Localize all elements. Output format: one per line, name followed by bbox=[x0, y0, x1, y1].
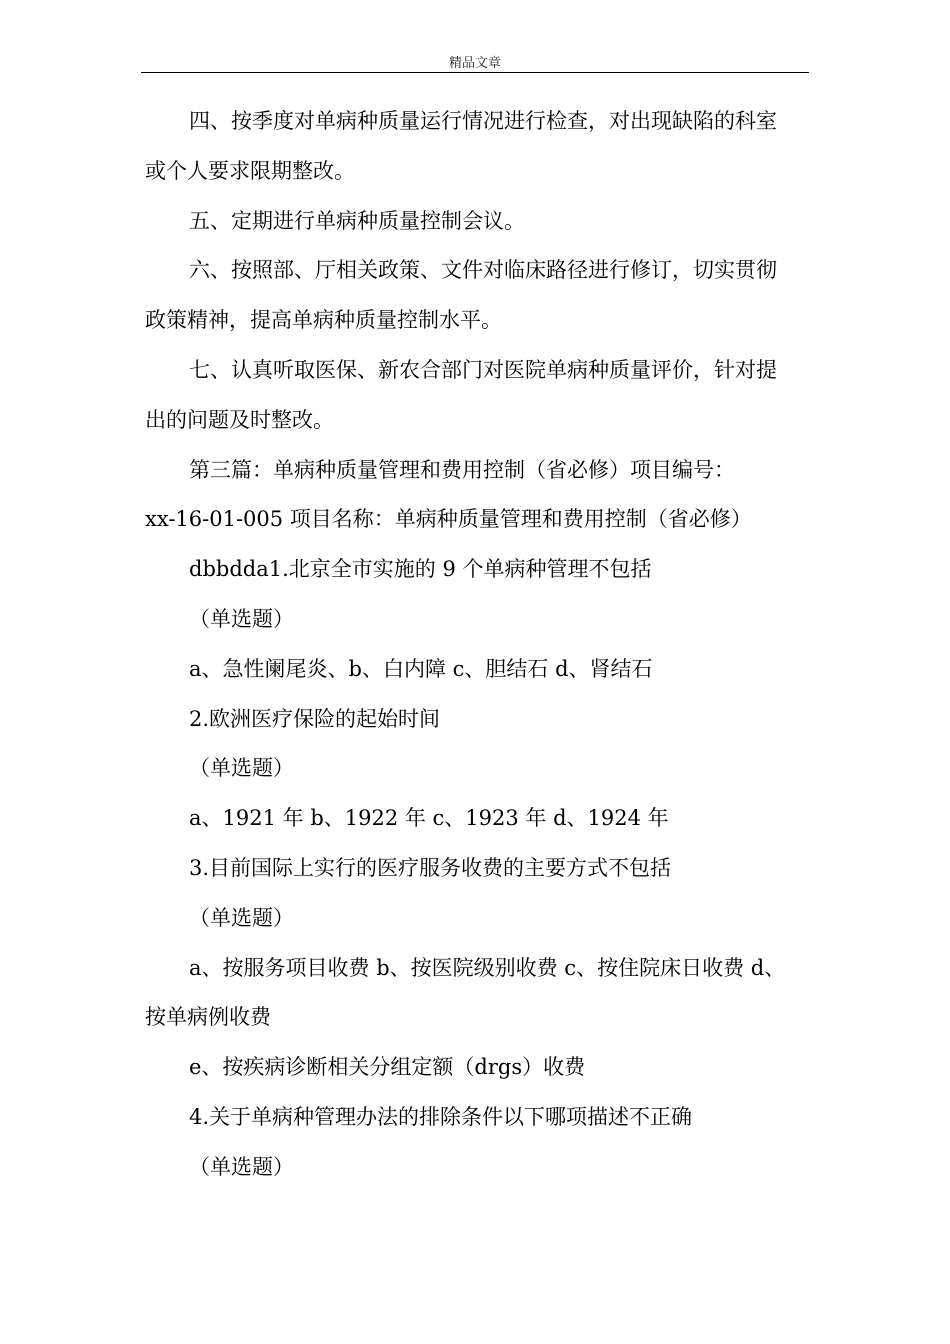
header-divider bbox=[141, 72, 809, 73]
paragraph-line: a、按服务项目收费 b、按医院级别收费 c、按住院床日收费 d、 bbox=[189, 955, 786, 980]
paragraph-line: 或个人要求限期整改。 bbox=[145, 158, 355, 183]
paragraph-line: 3.目前国际上实行的医疗服务收费的主要方式不包括 bbox=[189, 855, 672, 880]
paragraph-line: 五、定期进行单病种质量控制会议。 bbox=[189, 208, 525, 233]
paragraph-line: a、1921 年 b、1922 年 c、1923 年 d、1924 年 bbox=[189, 806, 669, 831]
paragraph-line: （单选题） bbox=[189, 606, 294, 631]
paragraph-line: e、按疾病诊断相关分组定额（drgs）收费 bbox=[189, 1055, 586, 1080]
paragraph-line: 政策精神，提高单病种质量控制水平。 bbox=[145, 308, 502, 333]
paragraph-line: 七、认真听取医保、新农合部门对医院单病种质量评价，针对提 bbox=[189, 357, 777, 382]
document-body bbox=[145, 97, 817, 1193]
paragraph-line: （单选题） bbox=[189, 756, 294, 781]
paragraph-line: 按单病例收费 bbox=[145, 1005, 271, 1030]
paragraph-line: 四、按季度对单病种质量运行情况进行检查，对出现缺陷的科室 bbox=[189, 109, 777, 133]
paragraph-line: a、急性阑尾炎、b、白内障 c、胆结石 d、肾结石 bbox=[189, 656, 653, 681]
paragraph-line: xx-16-01-005 项目名称：单病种质量管理和费用控制（省必修） bbox=[145, 507, 752, 532]
page-header-title: 精品文章 bbox=[448, 56, 501, 71]
paragraph-line: 第三篇：单病种质量管理和费用控制（省必修）项目编号： bbox=[189, 457, 735, 482]
paragraph-line: 4.关于单病种管理办法的排除条件以下哪项描述不正确 bbox=[189, 1104, 693, 1129]
paragraph-line: 六、按照部、厅相关政策、文件对临床路径进行修订，切实贯彻 bbox=[189, 258, 777, 283]
paragraph-line: （单选题） bbox=[189, 1154, 294, 1179]
paragraph-line: （单选题） bbox=[189, 905, 294, 930]
paragraph-line: 2.欧洲医疗保险的起始时间 bbox=[189, 706, 441, 731]
paragraph-line: dbbdda1.北京全市实施的 9 个单病种管理不包括 bbox=[189, 557, 652, 582]
paragraph-line: 出的问题及时整改。 bbox=[145, 407, 334, 432]
